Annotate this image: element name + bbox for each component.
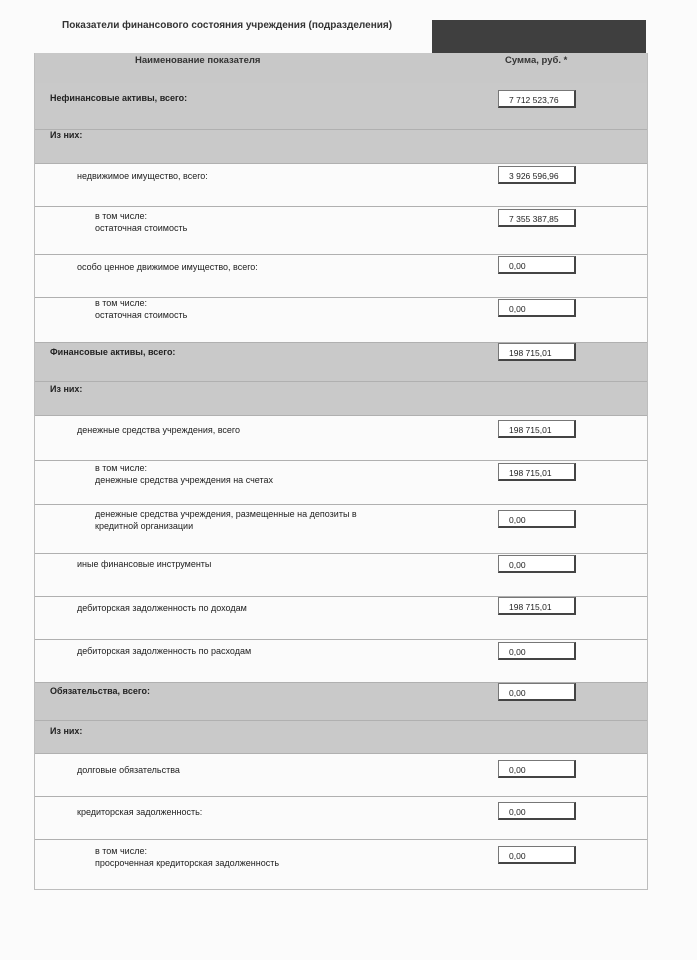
row-label: Из них: [50, 130, 83, 140]
data-row [35, 461, 647, 505]
value-field[interactable]: 0,00 [498, 510, 576, 528]
row-label: кредиторская задолженность: [77, 807, 203, 817]
row-label: Из них: [50, 726, 83, 736]
data-row [35, 416, 647, 461]
table-header [35, 53, 647, 84]
row-label: в том числе: просроченная кредиторская задолженность [95, 846, 280, 868]
row-label: в том числе: остаточная стоимость [95, 211, 188, 233]
value-field[interactable]: 198 715,01 [498, 597, 576, 615]
row-label: недвижимое имущество, всего: [77, 171, 208, 181]
section-row-liabilities [35, 683, 647, 721]
data-row [35, 554, 647, 597]
data-row [35, 640, 647, 683]
header-dark-block [432, 20, 646, 54]
data-row [35, 797, 647, 840]
row-label: в том числе: остаточная стоимость [95, 298, 188, 320]
value-field[interactable]: 0,00 [498, 642, 576, 660]
financial-indicators-table [34, 53, 648, 890]
data-row [35, 597, 647, 640]
row-label: Финансовые активы, всего: [50, 347, 176, 357]
value-field[interactable]: 7 355 387,85 [498, 209, 576, 227]
data-row [35, 298, 647, 343]
section-row-financial-assets [35, 343, 647, 382]
row-label: долговые обязательства [77, 765, 180, 775]
data-row [35, 505, 647, 554]
data-row [35, 255, 647, 298]
column-header-name: Наименование показателя [135, 55, 261, 66]
row-label: Обязательства, всего: [50, 686, 150, 696]
row-label: дебиторская задолженность по доходам [77, 603, 247, 613]
value-field[interactable]: 198 715,01 [498, 343, 576, 361]
row-label: дебиторская задолженность по расходам [77, 646, 252, 656]
data-row [35, 754, 647, 797]
value-field[interactable]: 0,00 [498, 555, 576, 573]
row-label: в том числе: денежные средства учреждения на счетах [95, 463, 274, 485]
value-field[interactable]: 3 926 596,96 [498, 166, 576, 184]
subsection-row [35, 721, 647, 754]
row-label: иные финансовые инструменты [77, 559, 212, 569]
column-header-sum: Сумма, руб. * [505, 55, 568, 66]
row-label: особо ценное движимое имущество, всего: [77, 262, 258, 272]
value-field[interactable]: 0,00 [498, 802, 576, 820]
page-title: Показатели финансового состояния учреждения (подразделения) [62, 20, 393, 31]
row-label: Из них: [50, 384, 83, 394]
section-row-nonfinancial-assets [35, 83, 647, 130]
subsection-row [35, 382, 647, 416]
value-field[interactable]: 198 715,01 [498, 463, 576, 481]
value-field[interactable]: 0,00 [498, 256, 576, 274]
value-field[interactable]: 198 715,01 [498, 420, 576, 438]
row-label: Нефинансовые активы, всего: [50, 93, 188, 103]
data-row [35, 840, 647, 888]
value-field[interactable]: 7 712 523,76 [498, 90, 576, 108]
row-label: денежные средства учреждения, всего [77, 425, 240, 435]
row-label: денежные средства учреждения, размещенные на депозиты в кредитной организации [95, 509, 357, 531]
value-field[interactable]: 0,00 [498, 683, 576, 701]
data-row [35, 164, 647, 207]
subsection-row [35, 130, 647, 164]
value-field[interactable]: 0,00 [498, 299, 576, 317]
data-row [35, 207, 647, 255]
value-field[interactable]: 0,00 [498, 760, 576, 778]
value-field[interactable]: 0,00 [498, 846, 576, 864]
